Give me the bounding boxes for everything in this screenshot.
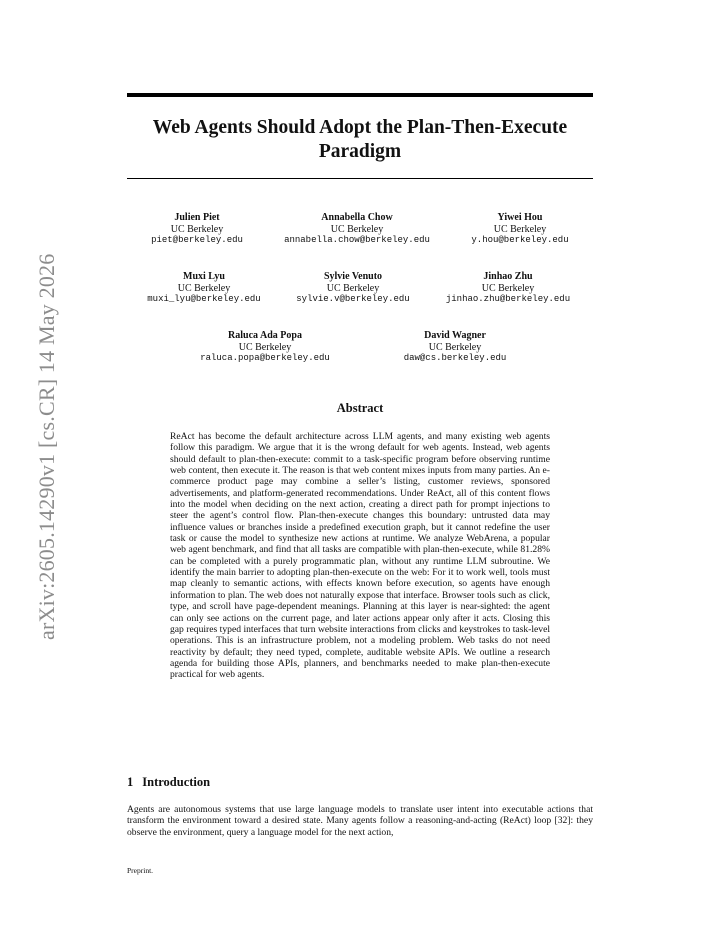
author-block: [420, 212, 620, 247]
author-email[interactable]: jinhao.zhu@berkeley.edu: [445, 294, 571, 304]
preprint-footer: Preprint.: [127, 866, 154, 875]
author-name: Yiwei Hou: [497, 212, 543, 223]
author-email[interactable]: y.hou@berkeley.edu: [471, 235, 569, 245]
author-affiliation: UC Berkeley: [330, 223, 384, 235]
author-email[interactable]: piet@berkeley.edu: [151, 235, 243, 245]
author-email[interactable]: muxi_lyu@berkeley.edu: [147, 294, 261, 304]
author-email[interactable]: sylvie.v@berkeley.edu: [296, 294, 410, 304]
author-name: David Wagner: [424, 330, 486, 341]
author-name: Julien Piet: [174, 212, 220, 223]
author-affiliation: UC Berkeley: [177, 282, 231, 294]
title-rule-top: [127, 93, 593, 97]
author-name: Muxi Lyu: [183, 271, 225, 282]
author-affiliation: UC Berkeley: [238, 341, 292, 353]
author-affiliation: UC Berkeley: [493, 223, 547, 235]
introduction-paragraph: Agents are autonomous systems that use large language models to translate user intent into executable actions that transform the environment toward a desired state. Many agents follow a reasoning-and-acting (ReAct) loop [32]: they observe the environment, query a language model for the next action,: [127, 804, 593, 838]
section-number: 1: [127, 775, 134, 789]
author-block: [165, 330, 365, 365]
author-affiliation: UC Berkeley: [481, 282, 535, 294]
author-name: Jinhao Zhu: [483, 271, 533, 282]
abstract-body: ReAct has become the default architecture across LLM agents, and many existing web agents follow this paradigm. We argue that it is the wrong default for web agents. Instead, web agents should default to plan-then-execute: commit to a task-specific program before observing runtime web content, then execute it. The reason is that web content mixes inputs from many parties. An e-commerce product page may combine a seller’s listing, customer reviews, sponsored advertisements, and platform-generated recommendations. Under ReAct, all of this content flows into the model when deciding on the next action, creating a direct path for prompt injections to steer the agent’s control flow. Plan-then-execute changes this boundary: untrusted data may influence values or branches inside a predefined execution graph, but it cannot redefine the user task or cause the model to synthesize new actions at runtime. We analyze WebArena, a popular web agent benchmark, and find that all tasks are compatible with plan-then-execute, while 81.28% can be completed with a purely programmatic plan, without any runtime LLM subroutine. We identify the main barrier to adopting plan-then-execute on the web: For it to work well, tools must map cleanly to semantic actions, with effects known before execution, so agents have enough information to plan. The web does not naturally expose that interface. Browser tools such as click, type, and scroll have page-dependent meanings. Planning at this layer is near-sighted: the agent can only see actions on the current page, and later actions appear only after it acts. Closing this gap requires typed interfaces that turn website interactions from clicks and keystrokes to task-level operations. This is an infrastructure problem, not a modeling problem. Web tasks do not need reactivity by default; they need typed, complete, auditable website APIs. We outline a research agenda for building those APIs, planners, and benchmarks needed to make plan-then-execute practical for web agents.: [170, 431, 550, 681]
section-title: Introduction: [142, 775, 211, 789]
author-name: Raluca Ada Popa: [228, 330, 302, 341]
author-affiliation: UC Berkeley: [428, 341, 482, 353]
title-rule-bottom: [127, 178, 593, 179]
paper-title: Web Agents Should Adopt the Plan-Then-Execute Paradigm: [152, 117, 568, 162]
author-affiliation: UC Berkeley: [326, 282, 380, 294]
author-email[interactable]: annabella.chow@berkeley.edu: [284, 235, 430, 245]
author-email[interactable]: daw@cs.berkeley.edu: [403, 353, 507, 363]
section-heading: [127, 775, 210, 790]
author-block: [408, 271, 608, 306]
author-name: Annabella Chow: [321, 212, 393, 223]
author-email[interactable]: raluca.popa@berkeley.edu: [200, 353, 330, 363]
author-name: Sylvie Venuto: [323, 271, 383, 282]
arxiv-stamp: arXiv:2605.14290v1 [cs.CR] 14 May 2026: [34, 253, 59, 640]
abstract-heading: Abstract: [336, 401, 384, 415]
author-affiliation: UC Berkeley: [170, 223, 224, 235]
author-block: [355, 330, 555, 365]
